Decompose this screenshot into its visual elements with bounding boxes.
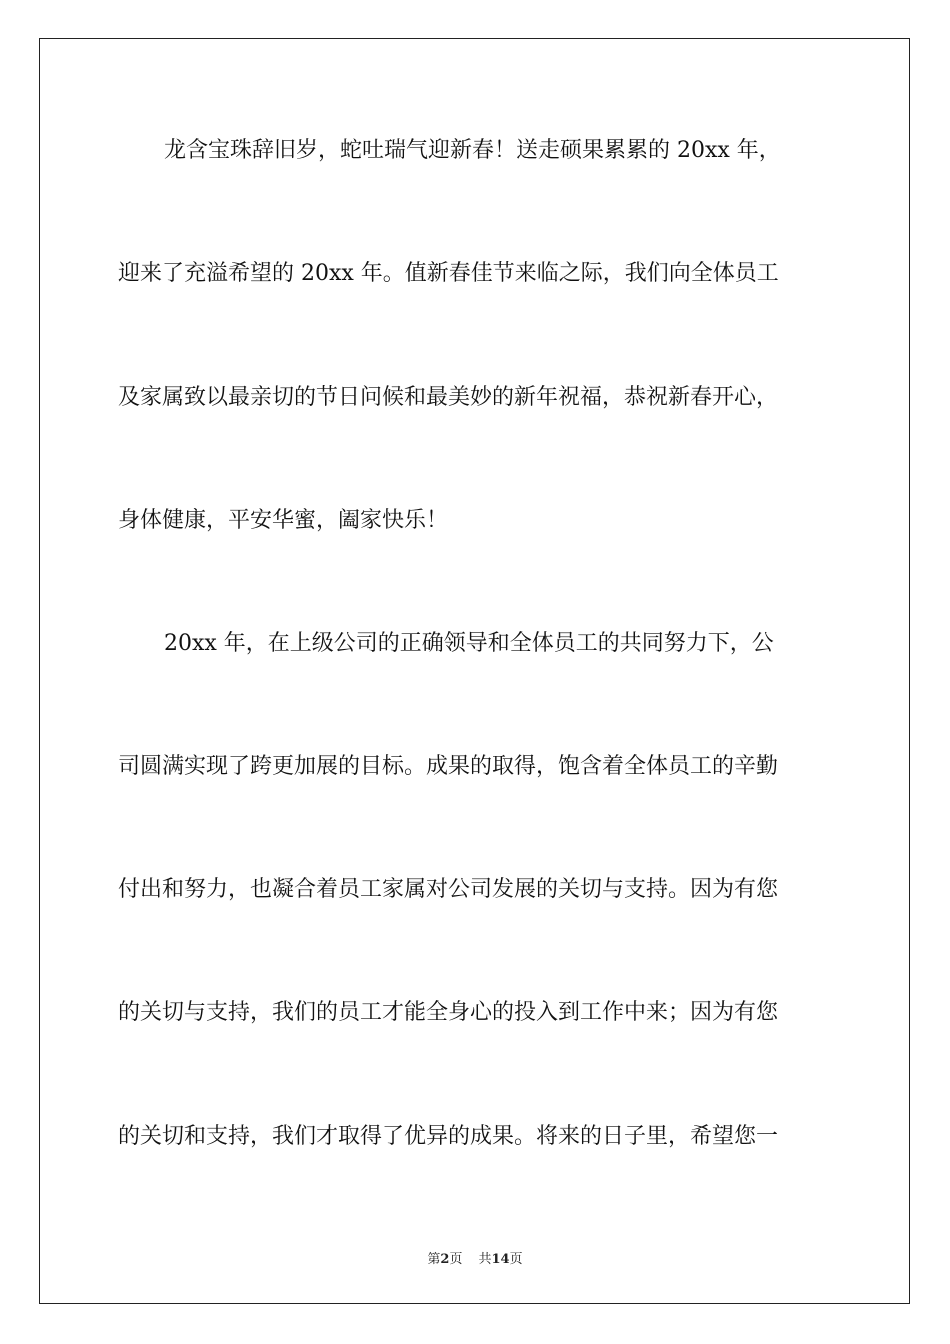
paragraph-1-line-4: 身体健康，平安华蜜，阖家快乐！ — [118, 508, 449, 533]
footer-page-suffix: 页 — [449, 1252, 463, 1267]
page-border — [39, 38, 910, 1304]
paragraph-2-line-3: 付出和努力，也凝合着员工家属对公司发展的关切与支持。因为有您 — [118, 877, 779, 902]
footer-page-number: 2 — [440, 1252, 450, 1267]
paragraph-2-line-5: 的关切和支持，我们才取得了优异的成果。将来的日子里，希望您一 — [118, 1124, 779, 1149]
footer-total-pages: 14 — [491, 1252, 510, 1267]
paragraph-1-line-2: 迎来了充溢希望的 20xx 年。值新春佳节来临之际，我们向全体员工 — [118, 261, 779, 286]
footer-total-prefix: 共 — [478, 1252, 492, 1267]
footer-total-suffix: 页 — [509, 1252, 523, 1267]
page-footer — [0, 1248, 950, 1267]
paragraph-2-line-2: 司圆满实现了跨更加展的目标。成果的取得，饱含着全体员工的辛勤 — [118, 754, 779, 779]
paragraph-1-line-1: 龙含宝珠辞旧岁，蛇吐瑞气迎新春！送走硕果累累的 20xx 年， — [164, 138, 781, 163]
footer-page-prefix: 第 — [427, 1252, 441, 1267]
paragraph-1-line-3: 及家属致以最亲切的节日问候和最美妙的新年祝福，恭祝新春开心， — [118, 385, 779, 410]
paragraph-2-line-4: 的关切与支持，我们的员工才能全身心的投入到工作中来；因为有您 — [118, 1000, 779, 1025]
paragraph-2-line-1: 20xx 年，在上级公司的正确领导和全体员工的共同努力下，公 — [164, 631, 774, 656]
